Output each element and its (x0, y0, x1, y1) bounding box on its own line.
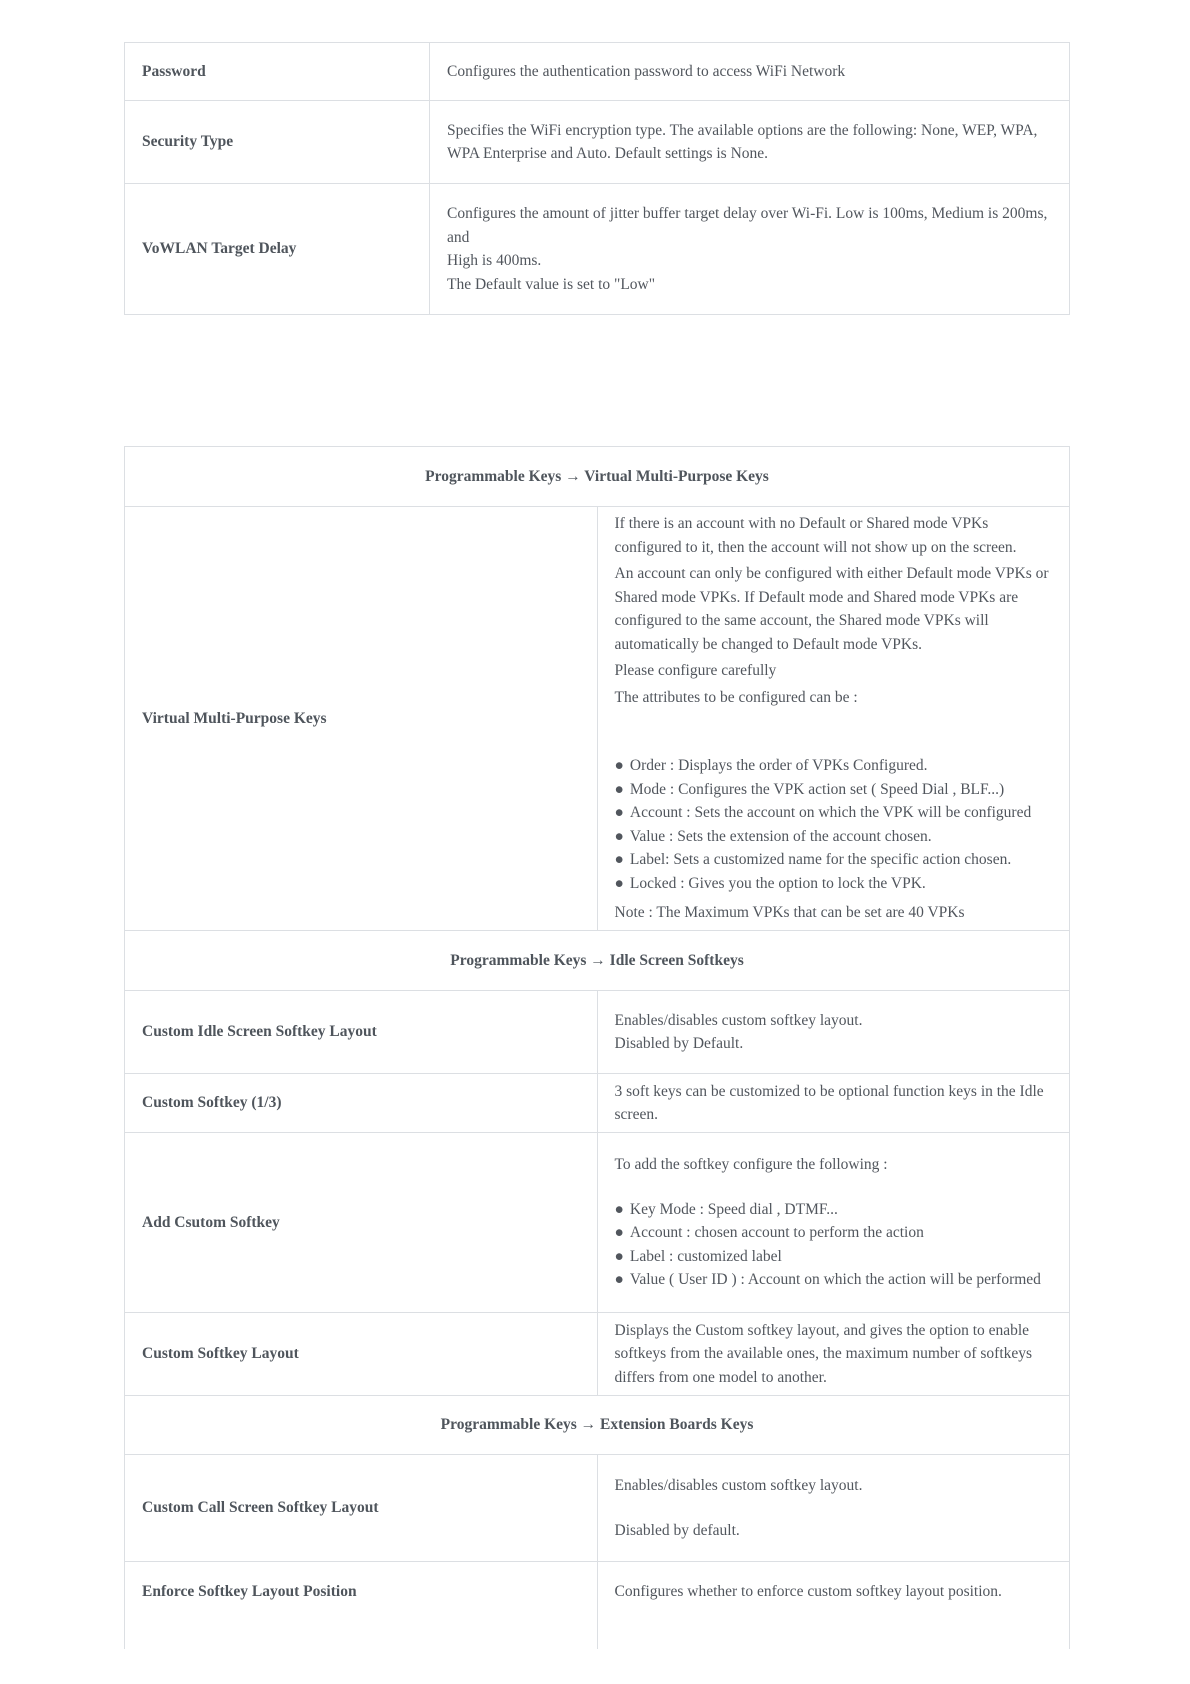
list-item-text: Label: Sets a customized name for the specific action chosen. (629, 851, 1012, 869)
vpk-attributes-list (615, 754, 1053, 895)
list-item-text: Key Mode : Speed dial , DTMF... (629, 1200, 838, 1218)
vpk-note: Note : The Maximum VPKs that can be set are 40 VPKs (614, 904, 965, 922)
description-text: Disabled by Default. (614, 1035, 744, 1052)
bullet-icon: ● (614, 874, 624, 892)
description-text: Enables/disables custom softkey layout. (614, 1477, 863, 1494)
table-row (125, 43, 1070, 101)
table-row (125, 1455, 1070, 1562)
description-text: Configures the authentication password to access WiFi Network (447, 62, 846, 80)
bullet-icon: ● (614, 1247, 624, 1265)
list-item (615, 1268, 1053, 1292)
description-text: Configures the amount of jitter buffer target delay over Wi-Fi. Low is 100ms, Medium is 200ms, and (447, 205, 1048, 246)
table-row (125, 507, 1070, 931)
row-description-custom-idle-screen-softkey-layout (597, 991, 1070, 1074)
list-item-text: Locked : Gives you the option to lock the VPK. (629, 874, 926, 892)
description-text: Configures whether to enforce custom softkey layout position. (614, 1583, 1002, 1600)
description-text: Specifies the WiFi encryption type. The available options are the following: None, WEP, WPA, WPA Enterprise and Auto. Default settings is None. (447, 121, 1038, 162)
row-label-virtual-multi-purpose-keys: Virtual Multi-Purpose Keys (125, 507, 598, 931)
description-text: Displays the Custom softkey layout, and gives the option to enable softkeys from the available ones, the maximum number of softkeys differs from one model to another. (614, 1321, 1033, 1386)
spacer (615, 1498, 1053, 1519)
list-item-text: Mode : Configures the VPK action set ( Speed Dial , BLF...) (629, 780, 1005, 798)
bullet-icon: ● (614, 804, 624, 822)
row-description-custom-call-screen-softkey-layout (597, 1455, 1070, 1562)
row-label-custom-softkey: Custom Softkey (1/3) (125, 1074, 598, 1133)
section-header-row (125, 931, 1070, 991)
section-header-row (125, 447, 1070, 507)
list-item (615, 848, 1053, 872)
table-row (125, 184, 1070, 315)
row-label-vowlan-target-delay: VoWLAN Target Delay (125, 184, 430, 315)
spacer (615, 1177, 1053, 1198)
row-description-virtual-multi-purpose-keys (597, 507, 1070, 931)
bullet-icon: ● (614, 827, 624, 845)
section-header-row (125, 1396, 1070, 1455)
row-description-password (430, 43, 1070, 101)
row-label-enforce-softkey-layout-position: Enforce Softkey Layout Position (125, 1562, 598, 1649)
list-item-text: Account : Sets the account on which the VPK will be configured (629, 804, 1032, 822)
list-item (615, 801, 1053, 825)
row-description-custom-softkey (597, 1074, 1070, 1133)
bullet-icon: ● (614, 1271, 624, 1289)
spacer (615, 709, 1053, 754)
list-item-text: Order : Displays the order of VPKs Configured. (629, 757, 928, 775)
list-item-text: Value : Sets the extension of the account chosen. (629, 827, 932, 845)
list-item-text: Value ( User ID ) : Account on which the action will be performed (629, 1271, 1041, 1289)
list-item (615, 1221, 1053, 1245)
list-item (615, 778, 1053, 802)
bullet-icon: ● (614, 1224, 624, 1242)
bullet-icon: ● (614, 1200, 624, 1218)
bullet-icon: ● (614, 780, 624, 798)
row-description-security-type (430, 101, 1070, 184)
section-header-extension-boards-keys: Programmable Keys → Extension Boards Keys (125, 1396, 1070, 1455)
description-text: If there is an account with no Default or Shared mode VPKs configured to it, then the account will not show up on the screen. (614, 515, 1017, 556)
list-item-text: Account : chosen account to perform the action (629, 1224, 924, 1242)
list-item (615, 754, 1053, 778)
description-text: The attributes to be configured can be : (614, 688, 858, 706)
description-text: Please configure carefully (614, 662, 777, 680)
row-label-add-custom-softkey: Add Csutom Softkey (125, 1133, 598, 1313)
description-text: 3 soft keys can be customized to be optional function keys in the Idle screen. (614, 1082, 1044, 1123)
table-row (125, 1313, 1070, 1396)
list-item (615, 1245, 1053, 1269)
table-row (125, 101, 1070, 184)
description-text: Enables/disables custom softkey layout. (614, 1011, 863, 1029)
bullet-icon: ● (614, 851, 624, 869)
description-text: High is 400ms. (447, 252, 542, 269)
programmable-keys-table (124, 446, 1070, 1649)
description-text: The Default value is set to "Low" (447, 275, 656, 293)
row-label-password: Password (125, 43, 430, 101)
list-item-text: Label : customized label (629, 1247, 782, 1265)
section-header-virtual-multi-purpose-keys: Programmable Keys → Virtual Multi-Purpose Keys (125, 447, 1070, 507)
row-description-enforce-softkey-layout-position (597, 1562, 1070, 1649)
list-item (615, 1198, 1053, 1222)
table-row (125, 991, 1070, 1074)
table-row (125, 1074, 1070, 1133)
table-row (125, 1562, 1070, 1649)
softkey-config-list (615, 1198, 1053, 1292)
list-item (615, 825, 1053, 849)
list-item (615, 872, 1053, 896)
wifi-settings-table (124, 42, 1070, 315)
description-text: To add the softkey configure the following : (614, 1156, 888, 1174)
row-description-add-custom-softkey (597, 1133, 1070, 1313)
section-header-idle-screen-softkeys: Programmable Keys → Idle Screen Softkeys (125, 931, 1070, 991)
row-label-custom-idle-screen-softkey-layout: Custom Idle Screen Softkey Layout (125, 991, 598, 1074)
row-label-custom-softkey-layout: Custom Softkey Layout (125, 1313, 598, 1396)
description-text: Disabled by default. (614, 1521, 740, 1539)
table-row (125, 1133, 1070, 1313)
bullet-icon: ● (614, 757, 624, 775)
description-text: An account can only be configured with either Default mode VPKs or Shared mode VPKs. If Default mode and Shared mode VPKs are configured to the same account, the Shared mode VPKs will automatically be changed to Default mode VPKs. (614, 565, 1049, 653)
row-description-vowlan-target-delay (430, 184, 1070, 315)
row-description-custom-softkey-layout (597, 1313, 1070, 1396)
row-label-security-type: Security Type (125, 101, 430, 184)
row-label-custom-call-screen-softkey-layout: Custom Call Screen Softkey Layout (125, 1455, 598, 1562)
